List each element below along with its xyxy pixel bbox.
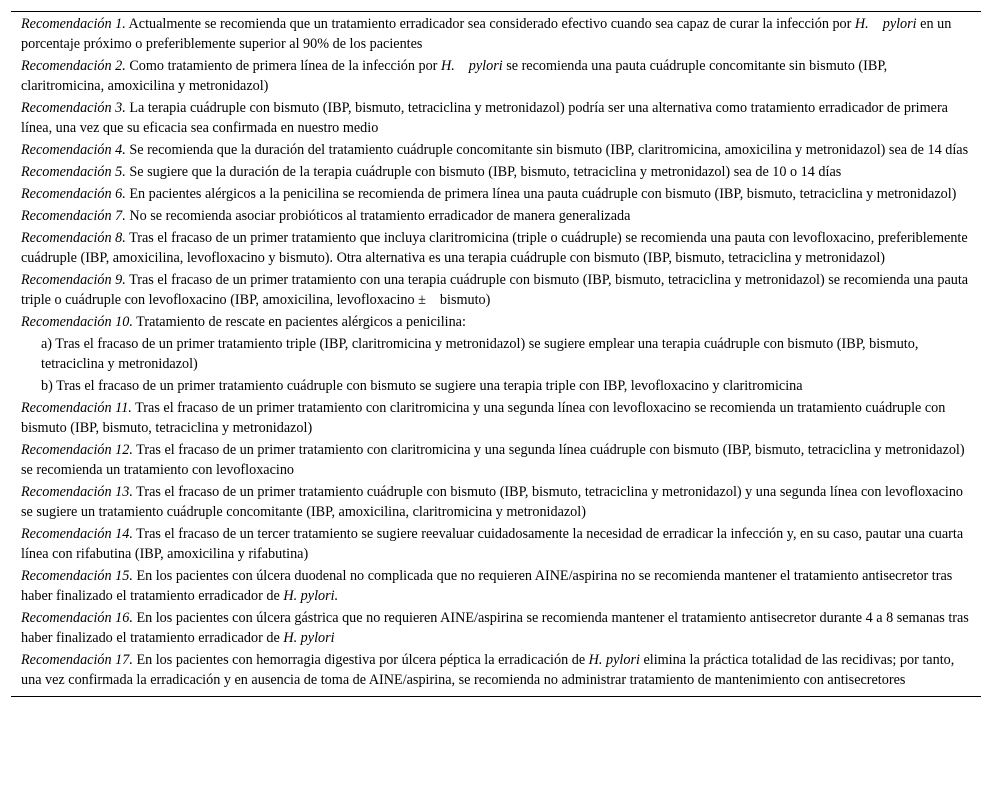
recommendation-label: Recomendación 1.: [21, 16, 126, 32]
recommendation-text: Tras el fracaso de un primer tratamiento con una terapia cuádruple con bismuto (IBP, bismuto, tetraciclina y metronidazol) se recomienda una pauta triple o cuádruple con levofloxacino (IBP, amoxicilina, levofloxacino ±: [21, 272, 969, 308]
recommendation-text: La terapia cuádruple con bismuto (IBP, bismuto, tetraciclina y metronidazol) podría ser una alternativa como tratamiento erradicador de primera línea, una vez que su eficacia sea confirmada en nuestro medio: [21, 100, 948, 136]
species-genus: H.: [854, 16, 869, 32]
recommendation-row: [11, 565, 981, 607]
recommendation-label: Recomendación 12.: [21, 442, 133, 458]
recommendation-label: Recomendación 6.: [21, 186, 126, 202]
recommendation-row: [11, 12, 981, 55]
recommendation-text: Como tratamiento de primera línea de la infección por: [125, 58, 441, 74]
recommendation-label: Recomendación 9.: [21, 272, 126, 288]
recommendation-text: En los pacientes con hemorragia digestiva por úlcera péptica la erradicación de: [132, 652, 589, 668]
recommendation-text: Actualmente se recomienda que un tratamiento erradicador sea considerado efectivo cuando sea capaz de curar la infección por: [125, 16, 855, 32]
recommendation-label: Recomendación 4.: [21, 142, 126, 158]
recommendation-text: se recomienda una pauta cuádruple concomitante sin bismuto (IBP, claritromicina, amoxicilina y metronidazol): [21, 58, 888, 94]
recommendation-subitem-text: a) Tras el fracaso de un primer tratamiento triple (IBP, claritromicina y metronidazol) se sugiere emplear una terapia cuádruple con bismuto (IBP, bismuto, tetraciclina y metronidazol): [41, 336, 919, 372]
recommendation-row: [11, 311, 981, 333]
recommendation-text: Tras el fracaso de un primer tratamiento con claritromicina y una segunda línea con levofloxacino se recomienda un tratamiento cuádruple con bismuto (IBP, bismuto, tetraciclina y metronidazol): [21, 400, 946, 436]
recommendation-text: Tras el fracaso de un primer tratamiento que incluya claritromicina (triple o cuádruple) se recomienda una pauta con levofloxacino, preferiblemente cuádruple (IBP, amoxicilina, levofloxacino y bismuto). Otra alternativa es una terapia cuádruple con bismuto (IBP, bismuto, tetraciclina y metronidazol): [21, 230, 968, 266]
recommendation-label: Recomendación 11.: [21, 400, 132, 416]
recommendation-subitem-text: b) Tras el fracaso de un primer tratamiento cuádruple con bismuto se sugiere una terapia triple con IBP, levofloxacino y claritromicina: [41, 378, 803, 394]
recommendation-row: [11, 139, 981, 161]
recommendation-row: [11, 97, 981, 139]
recommendation-row: [11, 161, 981, 183]
recommendation-text: elimina la práctica totalidad de las recidivas; por tanto, una vez confirmada la erradicación y en ausencia de toma de AINE/aspirina, se recomienda no administrar tratamiento de mantenimiento con antisecretores: [21, 652, 955, 688]
recommendation-label: Recomendación 10.: [21, 314, 133, 330]
species-name: H. pylori.: [283, 588, 339, 604]
recommendation-row: [11, 607, 981, 649]
recommendations-table-container: [11, 11, 981, 697]
recommendation-label: Recomendación 16.: [21, 610, 133, 626]
recommendation-text: En pacientes alérgicos a la penicilina se recomienda de primera línea una pauta cuádruple con bismuto (IBP, bismuto, tetraciclina y metronidazol): [125, 186, 957, 202]
species-name: pylori: [882, 16, 917, 32]
recommendation-label: Recomendación 13.: [21, 484, 133, 500]
recommendation-text: Tratamiento de rescate en pacientes alérgicos a penicilina:: [132, 314, 466, 330]
species-name: pylori: [468, 58, 503, 74]
recommendation-text: No se recomienda asociar probióticos al tratamiento erradicador de manera generalizada: [125, 208, 631, 224]
recommendation-subitem: [11, 333, 981, 375]
recommendation-text: En los pacientes con úlcera duodenal no complicada que no requieren AINE/aspirina no se recomienda mantener el tratamiento antisecretor tras haber finalizado el tratamiento erradicador de: [21, 568, 953, 604]
recommendation-label: Recomendación 3.: [21, 100, 126, 116]
recommendation-row: [11, 397, 981, 439]
recommendation-text: bismuto): [439, 292, 491, 308]
recommendation-text: Se recomienda que la duración del tratamiento cuádruple concomitante sin bismuto (IBP, claritromicina, amoxicilina y metronidazol) sea de 14 días: [125, 142, 969, 158]
recommendation-label: Recomendación 15.: [21, 568, 133, 584]
species-name: H. pylori: [283, 630, 335, 646]
recommendation-label: Recomendación 5.: [21, 164, 126, 180]
recommendation-text: Tras el fracaso de un tercer tratamiento se sugiere reevaluar cuidadosamente la necesidad de erradicar la infección y, en su caso, pautar una cuarta línea con rifabutina (IBP, amoxicilina y rifabutina): [21, 526, 964, 562]
recommendation-row: [11, 523, 981, 565]
recommendation-label: Recomendación 17.: [21, 652, 133, 668]
recommendation-row: [11, 269, 981, 311]
recommendation-row: [11, 481, 981, 523]
species-genus: H.: [440, 58, 455, 74]
recommendation-label: Recomendación 14.: [21, 526, 133, 542]
recommendation-text: en un porcentaje próximo o preferiblemente superior al 90% de los pacientes: [21, 16, 952, 52]
recommendation-row: [11, 439, 981, 481]
recommendation-row: [11, 205, 981, 227]
species-name: H. pylori: [588, 652, 640, 668]
recommendations-table: [11, 12, 981, 696]
recommendation-label: Recomendación 2.: [21, 58, 126, 74]
recommendation-label: Recomendación 8.: [21, 230, 126, 246]
recommendation-text: Se sugiere que la duración de la terapia cuádruple con bismuto (IBP, bismuto, tetraciclina y metronidazol) sea de 10 o 14 días: [125, 164, 842, 180]
recommendation-row: [11, 227, 981, 269]
recommendation-row: [11, 649, 981, 696]
recommendation-text: Tras el fracaso de un primer tratamiento cuádruple con bismuto (IBP, bismuto, tetraciclina y metronidazol) y una segunda línea con levofloxacino se sugiere un tratamiento cuádruple concomitante (IBP, amoxicilina, claritromicina y metronidazol): [21, 484, 964, 520]
recommendation-row: [11, 183, 981, 205]
recommendation-text: Tras el fracaso de un primer tratamiento con claritromicina y una segunda línea cuádruple con bismuto (IBP, bismuto, tetraciclina y metronidazol) se recomienda un tratamiento con levofloxacino: [21, 442, 965, 478]
recommendation-subitem: [11, 375, 981, 397]
recommendation-row: [11, 55, 981, 97]
recommendation-text: En los pacientes con úlcera gástrica que no requieren AINE/aspirina se recomienda mantener el tratamiento antisecretor durante 4 a 8 semanas tras haber finalizado el tratamiento erradicador de: [21, 610, 969, 646]
recommendation-label: Recomendación 7.: [21, 208, 126, 224]
